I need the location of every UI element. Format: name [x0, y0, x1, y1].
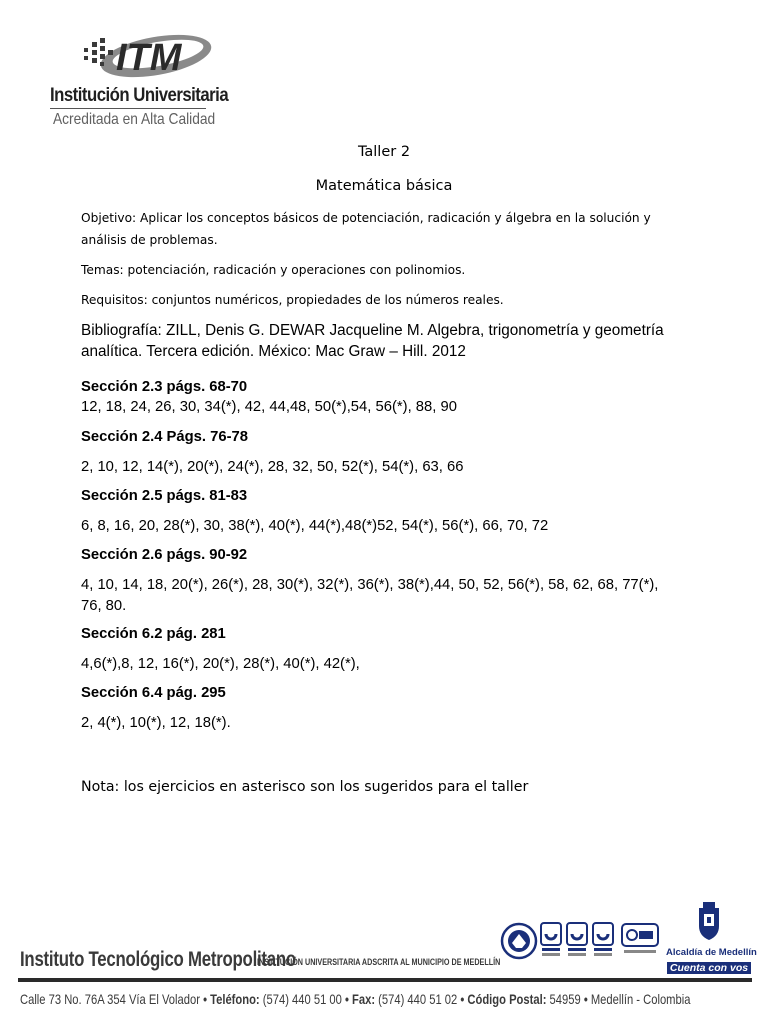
footer-phone: (574) 440 51 00 [262, 991, 342, 1007]
alcaldia-logo [666, 900, 757, 976]
section-heading: Sección 2.6 págs. 90-92 [81, 547, 248, 563]
footer-postal: 54959 [549, 991, 581, 1007]
footer-contact-line: Calle 73 No. 76A 354 Vía El Volador • Teléfono: (574) 440 51 00 • Fax: (574) 440 51 02 • Código Postal: 54959 • Medellín - Colombia [20, 991, 691, 1007]
section-heading: Sección 2.4 Págs. 76-78 [81, 429, 248, 445]
logo-institution-name: Institución Universitaria [50, 84, 229, 106]
iso-cert-icon [566, 922, 588, 958]
section-exercises: 2, 10, 12, 14(*), 20(*), 24(*), 28, 32, 50, 52(*), 54(*), 63, 66 [81, 459, 464, 475]
section-heading: Sección 2.3 págs. 68-70 [81, 379, 248, 395]
section-heading: Sección 6.2 pág. 281 [81, 626, 226, 642]
colombia-seal-icon [500, 922, 538, 962]
nota-text: Nota: los ejercicios en asterisco son los sugeridos para el taller [81, 779, 529, 795]
section-exercises: 12, 18, 24, 26, 30, 34(*), 42, 44,48, 50(*),54, 56(*), 88, 90 [81, 399, 457, 415]
footer-institution: Instituto Tecnológico Metropolitano [20, 948, 296, 971]
document-title: Taller 2 [357, 144, 411, 160]
temas-text: Temas: potenciación, radicación y operaciones con polinomios. [81, 263, 466, 277]
requisitos-text: Requisitos: conjuntos numéricos, propiedades de los números reales. [81, 293, 504, 307]
itm-logo-text: ITM [116, 37, 182, 79]
footer-fax: (574) 440 51 02 [378, 991, 458, 1007]
section-heading: Sección 2.5 págs. 81-83 [81, 488, 248, 504]
logo-divider [50, 108, 206, 109]
logo-tagline: Acreditada en Alta Calidad [53, 111, 216, 128]
footer-fax-label: Fax: [352, 991, 376, 1007]
footer-adscrita: INSTITUCIÓN UNIVERSITARIA ADSCRITA AL MUNICIPIO DE MEDELLÍN [257, 957, 501, 967]
itm-logo-mark [78, 28, 214, 84]
document-subject: Matemática básica [315, 178, 453, 194]
section-exercises: 4, 10, 14, 18, 20(*), 26(*), 28, 30(*), 32(*), 36(*), 38(*),44, 50, 52, 56(*), 58, 62, 68, 77(*), 76, 80. [81, 577, 659, 614]
medellin-coat-of-arms-icon [695, 900, 723, 942]
footer-phone-label: Teléfono: [210, 991, 260, 1007]
objetivo-text: Objetivo: Aplicar los conceptos básicos de potenciación, radicación y álgebra en la solución y análisis de problemas. [81, 211, 651, 247]
footer-postal-label: Código Postal: [467, 991, 547, 1007]
alcaldia-slogan: Cuenta con vos [667, 962, 751, 974]
itm-logo [48, 28, 229, 138]
bibliografia-text: Bibliografía: ZILL, Denis G. DEWAR Jacqueline M. Algebra, trigonometría y geometría analítica. Tercera edición. México: Mac Graw – Hill. 2012 [81, 322, 664, 360]
footer-divider [18, 978, 752, 982]
alcaldia-name: Alcaldía de Medellín [666, 947, 757, 958]
footer-city: Medellín - Colombia [590, 991, 691, 1007]
icontec-cert-icon [540, 922, 562, 958]
footer-address: Calle 73 No. 76A 354 Vía El Volador [20, 991, 200, 1007]
section-heading: Sección 6.4 pág. 295 [81, 685, 226, 701]
section-exercises: 4,6(*),8, 12, 16(*), 20(*), 28(*), 40(*), 42(*), [81, 656, 360, 672]
iqnet-cert-icon [620, 922, 660, 958]
section-exercises: 2, 4(*), 10(*), 12, 18(*). [81, 715, 231, 731]
section-exercises: 6, 8, 16, 20, 28(*), 30, 38(*), 40(*), 44(*),48(*)52, 54(*), 56(*), 66, 70, 72 [81, 518, 549, 534]
ntc-cert-icon [592, 922, 614, 958]
